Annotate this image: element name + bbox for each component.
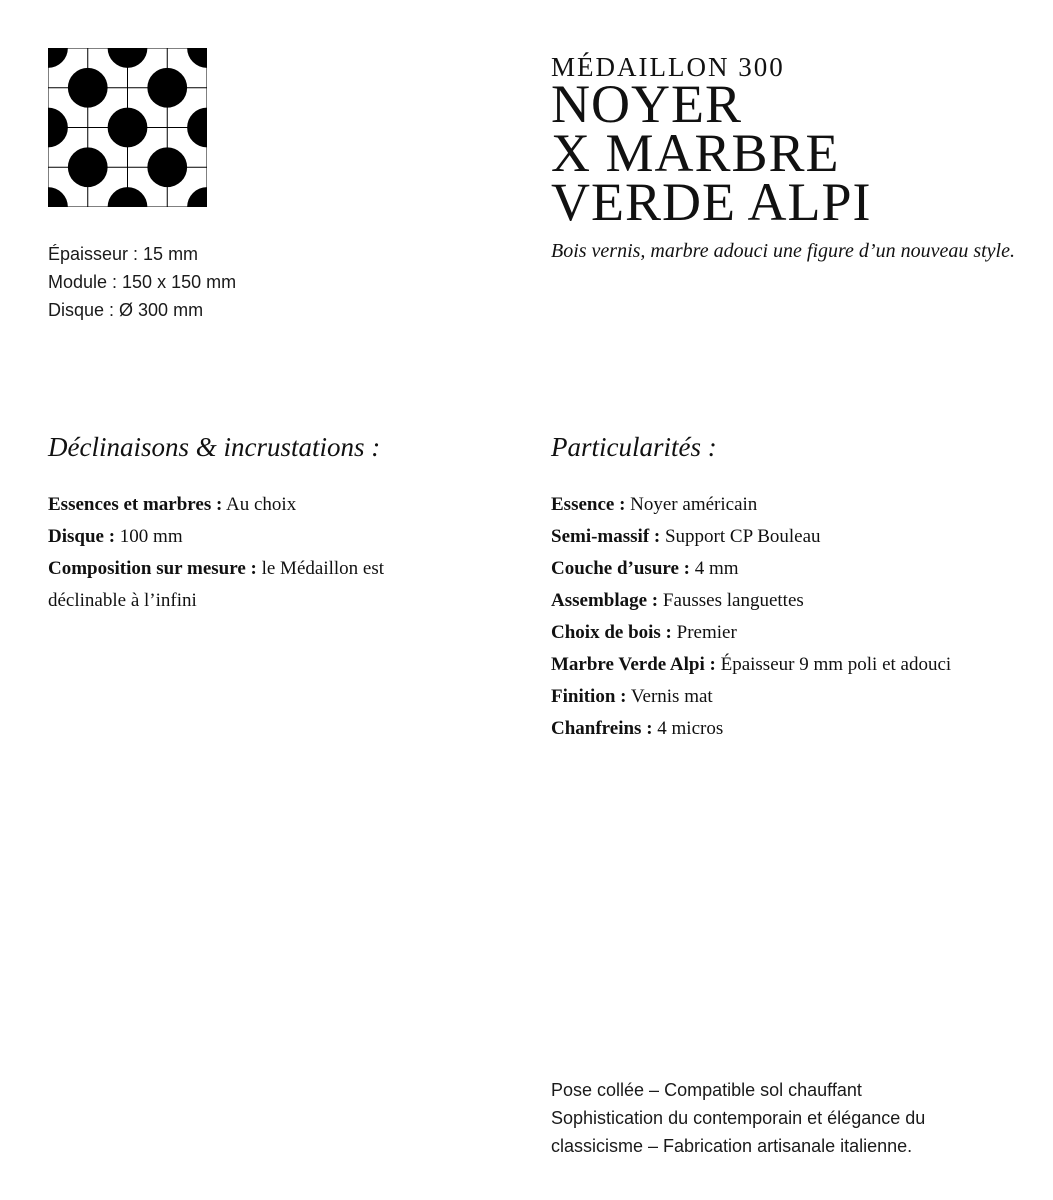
item-value: 4 micros (652, 718, 724, 739)
list-item (551, 585, 1031, 617)
item-label: Assemblage : (551, 590, 659, 611)
item-label: Couche d’usure : (551, 558, 690, 579)
item-label: Composition sur mesure : (48, 558, 257, 579)
item-label: Semi-massif : (551, 526, 661, 547)
item-value: Premier (671, 622, 737, 643)
footer-line: classicisme – Fabrication artisanale italienne. (551, 1136, 913, 1156)
declinaisons-list (48, 489, 388, 617)
item-value: le Médaillon est déclinable à l’infini (48, 558, 385, 611)
spec-disc: Disque : Ø 300 mm (48, 300, 204, 320)
list-item (551, 489, 1031, 521)
footer-line: Sophistication du contemporain et élégance du (551, 1108, 926, 1128)
title-line: X MARBRE (551, 123, 840, 183)
list-item (551, 617, 1031, 649)
item-value: Support CP Bouleau (660, 526, 821, 547)
list-item (551, 713, 1031, 745)
product-title (551, 74, 872, 232)
item-value: 4 mm (690, 558, 739, 579)
item-label: Essence : (551, 494, 626, 515)
item-value: 100 mm (115, 526, 183, 547)
spec-thickness: Épaisseur : 15 mm (48, 244, 199, 264)
title-line: VERDE ALPI (551, 172, 872, 232)
item-label: Finition : (551, 686, 627, 707)
medallion-pattern-icon (48, 48, 207, 207)
item-value: Vernis mat (626, 686, 713, 707)
item-value: Noyer américain (625, 494, 758, 515)
item-label: Disque : (48, 526, 116, 547)
item-value: Épaisseur 9 mm poli et adouci (715, 654, 952, 675)
product-subtitle: MÉDAILLON 300 (551, 52, 785, 82)
spec-module: Module : 150 x 150 mm (48, 272, 237, 292)
list-item (48, 521, 388, 553)
list-item (48, 489, 388, 521)
title-line: NOYER (551, 74, 742, 134)
item-label: Chanfreins : (551, 718, 653, 739)
specs-list (48, 240, 236, 324)
item-label: Marbre Verde Alpi : (551, 654, 716, 675)
list-item (551, 521, 1031, 553)
footer-line: Pose collée – Compatible sol chauffant (551, 1080, 862, 1100)
particularites-list (551, 489, 1031, 745)
list-item (551, 649, 1031, 681)
particularites-heading: Particularités : (551, 432, 717, 462)
product-tagline: Bois vernis, marbre adouci une figure d’un nouveau style. (551, 240, 1015, 262)
list-item (48, 553, 388, 617)
item-value: Au choix (222, 494, 297, 515)
list-item (551, 553, 1031, 585)
footer-note (551, 1076, 971, 1160)
list-item (551, 681, 1031, 713)
item-value: Fausses languettes (658, 590, 804, 611)
declinaisons-heading: Déclinaisons & incrustations : (48, 432, 381, 462)
item-label: Choix de bois : (551, 622, 672, 643)
item-label: Essences et marbres : (48, 494, 223, 515)
